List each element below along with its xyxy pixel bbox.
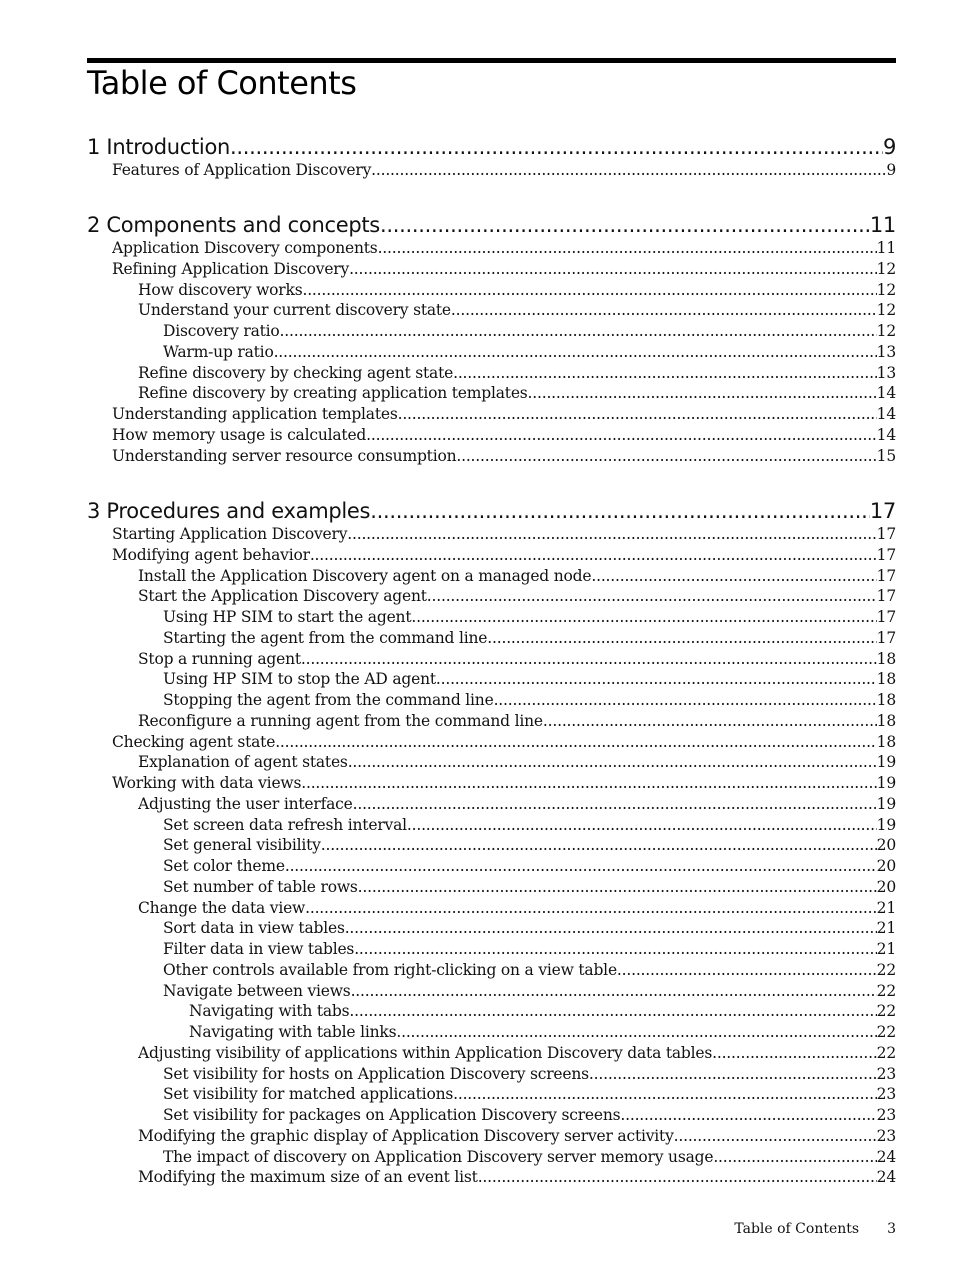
toc-entry[interactable]	[112, 160, 896, 181]
dot-leader	[494, 690, 877, 711]
dot-leader	[274, 342, 877, 363]
toc-entry-label: Understand your current discovery state	[138, 301, 451, 320]
dot-leader	[353, 794, 877, 815]
toc-entry[interactable]	[163, 690, 896, 711]
toc-entry[interactable]	[163, 981, 896, 1002]
toc-entry[interactable]	[112, 732, 896, 753]
toc-entry-label: Working with data views	[112, 774, 302, 792]
toc-page-number: 23	[876, 1085, 896, 1104]
toc-entry-label: Refine discovery by checking agent state	[138, 363, 454, 382]
toc-entry[interactable]	[138, 898, 896, 919]
toc-entry[interactable]	[112, 773, 896, 794]
toc-entry-label: Refining Application Discovery	[112, 259, 350, 278]
toc-entry-label: Stopping the agent from the command line	[163, 691, 494, 709]
dot-leader	[398, 404, 877, 425]
dot-leader	[230, 133, 883, 161]
toc-page-number: 12	[876, 301, 896, 320]
toc-entry[interactable]	[138, 794, 896, 815]
toc-page-number: 18	[876, 649, 896, 668]
toc-page-number: 17	[869, 499, 896, 523]
toc-entry[interactable]	[112, 238, 896, 259]
dot-leader	[380, 211, 870, 239]
dot-leader	[275, 732, 876, 753]
dot-leader	[349, 1001, 876, 1022]
toc-entry-label: Set screen data refresh interval	[163, 815, 407, 834]
toc-entry-label: Explanation of agent states	[138, 753, 348, 772]
toc-entry-label: Understanding server resource consumption	[112, 446, 457, 465]
toc-page-number: 9	[882, 135, 896, 159]
toc-entry[interactable]	[163, 669, 896, 690]
dot-leader	[674, 1126, 877, 1147]
toc-entry[interactable]	[112, 404, 896, 425]
dot-leader	[620, 1105, 876, 1126]
toc-entry[interactable]	[112, 425, 896, 446]
toc-page-number: 20	[876, 877, 896, 896]
toc-entry-label: Refine discovery by creating application templates	[138, 384, 528, 403]
toc-entry-label: Starting Application Discovery	[112, 525, 348, 543]
toc-entry-label: Change the data view	[138, 898, 306, 917]
toc-entry[interactable]	[138, 752, 896, 773]
toc-entry-label: Start the Application Discovery agent	[138, 587, 427, 606]
toc-entry[interactable]	[112, 545, 896, 566]
toc-entry[interactable]	[163, 1147, 896, 1168]
dot-leader	[436, 669, 877, 690]
toc-entry-label: Filter data in view tables	[163, 940, 355, 958]
toc-chapter-heading[interactable]	[87, 211, 896, 239]
dot-leader	[310, 545, 877, 566]
toc-entry[interactable]	[138, 1126, 896, 1147]
dot-leader	[285, 856, 877, 877]
toc-entry[interactable]	[138, 711, 896, 732]
dot-leader	[321, 835, 877, 856]
toc-entry[interactable]	[112, 524, 896, 545]
toc-page-number: 18	[876, 670, 896, 689]
toc-entry[interactable]	[138, 1043, 896, 1064]
toc-entry-label: Other controls available from right-clicking on a view table	[163, 960, 617, 979]
toc-page-number: 21	[876, 940, 896, 958]
dot-leader	[347, 524, 876, 545]
top-rule	[87, 58, 896, 63]
dot-leader	[348, 752, 877, 773]
toc-entry[interactable]	[138, 363, 896, 384]
dot-leader	[411, 607, 876, 628]
dot-leader	[301, 649, 877, 670]
dot-leader	[589, 1064, 877, 1085]
toc-entry-label: Set number of table rows	[163, 877, 358, 896]
toc-entry-label: Set general visibility	[163, 836, 321, 855]
toc-page-number: 17	[876, 587, 896, 606]
toc-page-number: 19	[876, 774, 896, 792]
footer-page-number: 3	[887, 1221, 896, 1237]
dot-leader	[712, 1043, 877, 1064]
toc-entry-label: How discovery works	[138, 280, 303, 299]
toc-page-number: 20	[876, 836, 896, 855]
toc-entry[interactable]	[163, 628, 896, 649]
toc-page-number: 24	[876, 1168, 896, 1187]
toc-entry-label: Modifying the maximum size of an event list	[138, 1168, 478, 1187]
dot-leader	[351, 981, 877, 1002]
toc-entry-label: Discovery ratio	[163, 322, 280, 340]
toc-entry-label: How memory usage is calculated	[112, 425, 367, 444]
toc-page-number: 21	[876, 919, 896, 938]
dot-leader	[453, 363, 877, 384]
dot-leader	[349, 259, 877, 280]
toc-entry-label: Warm-up ratio	[163, 342, 274, 361]
toc-page-number: 22	[876, 1023, 896, 1041]
toc-page-number: 19	[876, 815, 896, 834]
toc-entry[interactable]	[163, 607, 896, 628]
toc-page-number: 13	[876, 342, 896, 361]
page-footer	[734, 1221, 896, 1237]
toc-entry-label: Sort data in view tables	[163, 919, 345, 938]
toc-page-number: 17	[876, 566, 896, 585]
toc-page-number: 23	[876, 1064, 896, 1083]
toc-entry[interactable]	[112, 259, 896, 280]
toc-page-number: 23	[876, 1126, 896, 1145]
dot-leader	[713, 1147, 876, 1168]
toc-entry[interactable]	[138, 383, 896, 404]
dot-leader	[453, 1084, 877, 1105]
dot-leader	[280, 321, 877, 342]
toc-entry-label: Navigating with table links	[189, 1023, 397, 1041]
toc-page-number: 14	[876, 384, 896, 403]
toc-entry-label: Modifying agent behavior	[112, 545, 310, 564]
toc-entry-label: Reconfigure a running agent from the command line	[138, 711, 543, 730]
dot-leader	[301, 773, 876, 794]
toc-entry[interactable]	[138, 280, 896, 301]
dot-leader	[407, 815, 877, 836]
dot-leader	[528, 383, 877, 404]
toc-entry-label: Set color theme	[163, 857, 285, 875]
toc-page-number: 22	[876, 1043, 896, 1062]
toc-page-number: 22	[876, 1002, 896, 1021]
toc-page-number: 17	[876, 525, 896, 543]
dot-leader	[370, 497, 870, 525]
dot-leader	[456, 446, 876, 467]
toc-entry[interactable]	[138, 1167, 896, 1188]
toc-entry-label: Set visibility for matched applications	[163, 1085, 454, 1104]
toc-page-number: 18	[876, 691, 896, 709]
dot-leader	[302, 280, 876, 301]
dot-leader	[478, 1167, 877, 1188]
dot-leader	[378, 238, 877, 259]
toc-entry[interactable]	[138, 566, 896, 587]
toc-entry[interactable]	[138, 586, 896, 607]
toc-entry[interactable]	[163, 918, 896, 939]
toc-entry[interactable]	[163, 856, 896, 877]
dot-leader	[451, 300, 877, 321]
toc-entry-label: Navigate between views	[163, 981, 351, 1000]
toc-entry-label: Using HP SIM to start the agent	[163, 608, 412, 626]
toc-entry-label: Stop a running agent	[138, 649, 301, 668]
toc-entry-label: Set visibility for packages on Application Discovery screens	[163, 1106, 621, 1124]
toc-page-number: 17	[876, 608, 896, 626]
toc-page-number: 19	[876, 753, 896, 772]
dot-leader	[396, 1022, 876, 1043]
dot-leader	[427, 586, 877, 607]
toc-entry-label: The impact of discovery on Application Discovery server memory usage	[163, 1147, 714, 1166]
toc-page-number: 20	[876, 857, 896, 875]
toc-entry-label: Checking agent state	[112, 732, 276, 751]
toc-entry-label: Starting the agent from the command line	[163, 628, 488, 647]
toc-page-number: 9	[886, 161, 896, 179]
toc-page-number: 19	[876, 794, 896, 813]
dot-leader	[305, 898, 877, 919]
toc-entry[interactable]	[112, 446, 896, 467]
toc-page-number: 14	[876, 425, 896, 444]
toc-page-number: 17	[876, 545, 896, 564]
toc-entry-label: Application Discovery components	[112, 239, 378, 257]
toc-entry[interactable]	[163, 939, 896, 960]
toc-chapter-heading[interactable]	[87, 133, 896, 161]
footer-label: Table of Contents	[734, 1221, 860, 1237]
toc-page-number: 17	[876, 628, 896, 647]
toc-entry[interactable]	[163, 1105, 896, 1126]
dot-leader	[366, 425, 877, 446]
toc-page-number: 22	[876, 981, 896, 1000]
toc-page-number: 13	[876, 363, 896, 382]
toc-entry-label: Understanding application templates	[112, 405, 398, 423]
toc-entry[interactable]	[163, 815, 896, 836]
toc-page-number: 11	[876, 239, 896, 257]
toc-page-number: 14	[876, 405, 896, 423]
toc-entry-label: 3 Procedures and examples	[87, 499, 371, 523]
dot-leader	[345, 918, 877, 939]
toc-page-number: 11	[869, 213, 896, 237]
toc-entry[interactable]	[163, 1084, 896, 1105]
toc-page-number: 15	[876, 446, 896, 465]
toc-entry-label: Adjusting visibility of applications within Application Discovery data tables	[138, 1043, 713, 1062]
toc-entry[interactable]	[163, 342, 896, 363]
toc-page-number: 12	[876, 280, 896, 299]
toc-entry[interactable]	[189, 1001, 896, 1022]
toc-entry[interactable]	[163, 321, 896, 342]
toc-entry[interactable]	[163, 877, 896, 898]
toc-entry[interactable]	[163, 1064, 896, 1085]
dot-leader	[371, 160, 886, 181]
dot-leader	[354, 939, 876, 960]
toc-page-number: 23	[876, 1106, 896, 1124]
toc-entry-label: Adjusting the user interface	[138, 794, 353, 813]
dot-leader	[617, 960, 877, 981]
toc-entry[interactable]	[138, 649, 896, 670]
toc-entry-label: Modifying the graphic display of Application Discovery server activity	[138, 1126, 674, 1145]
toc-page-number: 18	[876, 711, 896, 730]
toc-entry[interactable]	[189, 1022, 896, 1043]
dot-leader	[543, 711, 877, 732]
page-title: Table of Contents	[87, 64, 357, 102]
toc-entry[interactable]	[163, 960, 896, 981]
dot-leader	[487, 628, 876, 649]
dot-leader	[591, 566, 876, 587]
toc-entry-label: 2 Components and concepts	[87, 213, 380, 237]
toc-page-number: 12	[876, 322, 896, 340]
toc-page-number: 24	[876, 1147, 896, 1166]
toc-entry-label: 1 Introduction	[87, 135, 231, 159]
toc-entry-label: Set visibility for hosts on Application Discovery screens	[163, 1064, 589, 1083]
toc-entry[interactable]	[138, 300, 896, 321]
toc-chapter-heading[interactable]	[87, 497, 896, 525]
toc-entry-label: Features of Application Discovery	[112, 161, 372, 179]
dot-leader	[358, 877, 877, 898]
toc-entry-label: Navigating with tabs	[189, 1002, 350, 1021]
toc-page-number: 22	[876, 960, 896, 979]
toc-entry[interactable]	[163, 835, 896, 856]
toc-page-number: 18	[876, 732, 896, 751]
toc-entry-label: Install the Application Discovery agent on a managed node	[138, 566, 592, 585]
toc-page-number: 21	[876, 898, 896, 917]
toc-page-number: 12	[876, 259, 896, 278]
toc-entry-label: Using HP SIM to stop the AD agent	[163, 670, 436, 689]
